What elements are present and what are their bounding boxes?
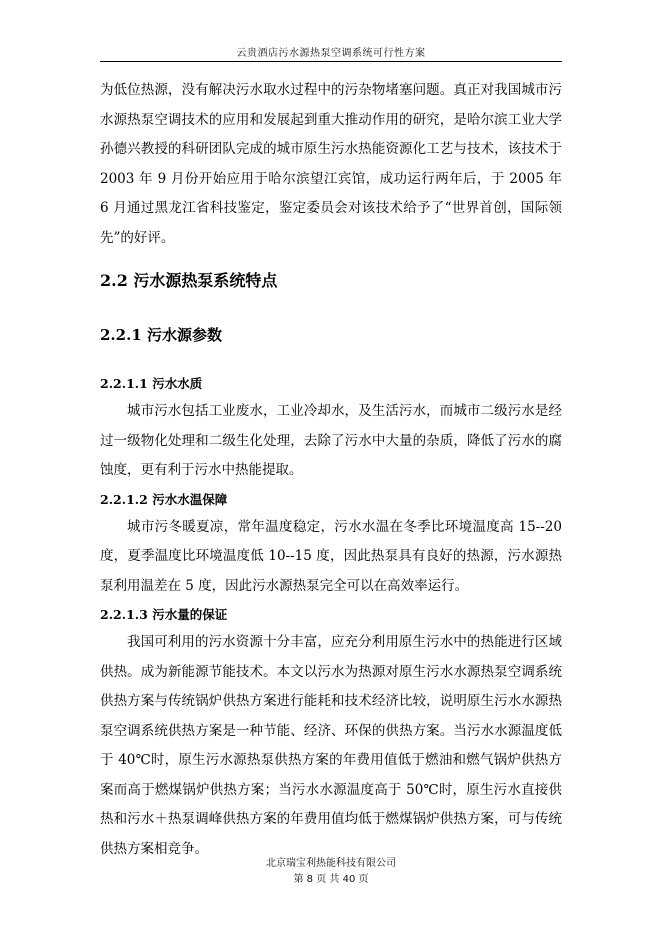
page-header: 云贵酒店污水源热泵空调系统可行性方案	[236, 48, 426, 59]
intro-paragraph: 为低位热源，没有解决污水取水过程中的污杂物堵塞问题。真正对我国城市污水源热泵空调技术的应用和发展起到重大推动作用的研究，是哈尔滨工业大学孙德兴教授的科研团队完成的城市原生污水热能资源化工艺与技术，该技术于 2003 年 9 月份开始应用于哈尔滨望江宾馆，成功运行两年后，于 2005 年 6 月通过黑龙江省科技鉴定，鉴定委员会对该技术给予了“世界首创，国际领先”的好评。	[100, 82, 562, 246]
water-quality-paragraph: 城市污水包括工业废水，工业冷却水，及生活污水，而城市二级污水是经过一级物化处理和二级生化处理，去除了污水中大量的杂质，降低了污水的腐蚀度，更有利于污水中热能提取。	[100, 403, 562, 478]
header-rule	[100, 61, 562, 62]
water-volume-paragraph: 我国可利用的污水资源十分丰富，应充分利用原生污水中的热能进行区域供热。成为新能源节能技术。本文以污水为热源对原生污水水源热泵空调系统供热方案与传统锅炉供热方案进行能耗和技术经济比较，说明原生污水水源热泵空调系统供热方案是一种节能、经济、环保的供热方案。当污水水源温度低于 40℃时，原生污水源热泵供热方案的年费用值低于燃油和燃气锅炉供热方案而高于燃煤锅炉供热方案；当污水水源温度高于 50℃时，原生污水直接供热和污水＋热泵调峰供热方案的年费用值均低于燃煤锅炉供热方案，可与传统供热方案相竞争。	[100, 634, 562, 857]
footer-company: 北京瑞宝利热能科技有限公司	[266, 858, 396, 869]
footer-page-number: 第 8 页 共 40 页	[293, 874, 369, 885]
document-body	[100, 76, 562, 864]
subsection-heading-water-quality: 2.2.1.1 污水水质	[100, 376, 203, 391]
water-temperature-paragraph: 城市污冬暖夏凉，常年温度稳定，污水水温在冬季比环境温度高 15--20 度，夏季温度比环境温度低 10--15 度，因此热泵具有良好的热源，污水源热泵利用温差在 5 度，因此污水源热泵完全可以在高效率运行。	[100, 518, 562, 594]
section-heading-2-2: 2.2 污水源热泵系统特点	[100, 271, 278, 290]
section-heading-2-2-1: 2.2.1 污水源参数	[100, 326, 222, 344]
subsection-heading-water-temperature: 2.2.1.2 污水水温保障	[100, 491, 228, 507]
subsection-heading-water-volume: 2.2.1.3 污水量的保证	[100, 607, 228, 622]
